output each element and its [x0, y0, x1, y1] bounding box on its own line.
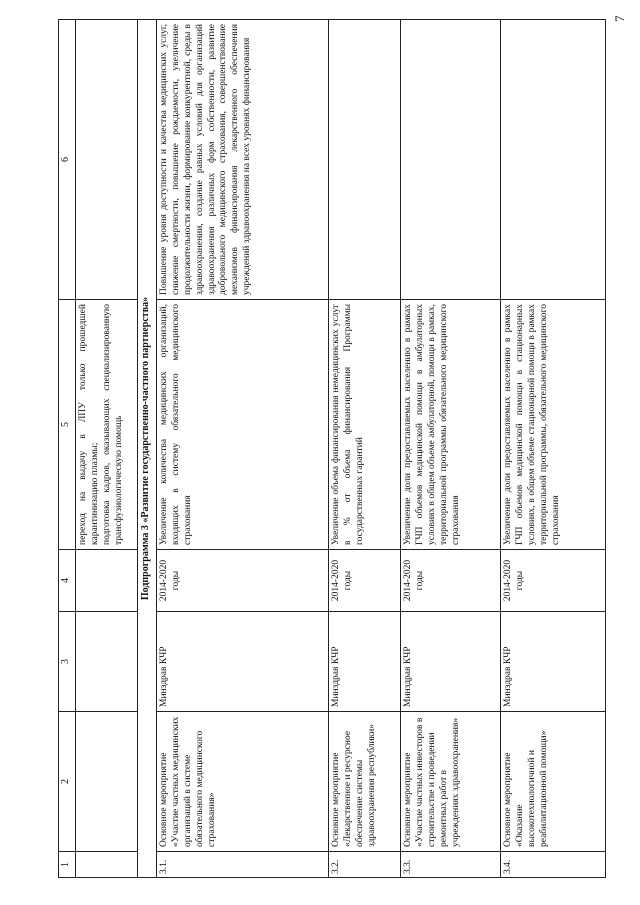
column-header-3: 3 [59, 612, 76, 712]
result-cell: Увеличение объема финансирования немедицинских услуг в % от объема финансирования Программы государственных гарантий [329, 300, 401, 550]
link-cell: Повышение уровня доступности и качества медицинских услуг, снижение смертности, повышение рождаемости, увеличение продолжительности жизни, формирование конкурентной, среды в здравоохранении, создание равных условий для организаций здравоохранения различных форм собственности, развитие добровольного медицинского страхования, совершенствование механизмов финансирования лекарственного обеспечения учреждений здравоохранения на всех уровнях финансирования [157, 20, 329, 300]
link-cell [401, 20, 501, 300]
column-header-2: 2 [59, 712, 76, 852]
subprogram-header-row [138, 20, 157, 878]
table-row [501, 20, 606, 878]
period-cell: 2014-2020 годы [157, 550, 329, 612]
subprogram-title: Подпрограмма 3 «Развитие государственно-частного партнерства» [138, 20, 157, 878]
period-cell: 2014-2020 годы [501, 550, 606, 612]
table-row [329, 20, 401, 878]
result-cell: Увеличение количества медицинских организаций, входящих в систему обязательного медицинского страхования [157, 300, 329, 550]
carryover-cell-1 [76, 852, 138, 878]
rotated-table-sheet [58, 20, 606, 878]
activity-cell: Основное мероприятие «Участие частных инвесторов в строительстве и проведении ремонтных работ в учреждениях здравоохранения» [401, 712, 501, 852]
period-cell: 2014-2020 годы [329, 550, 401, 612]
column-header-4: 4 [59, 550, 76, 612]
executor-cell: Минздрав КЧР [501, 612, 606, 712]
period-cell: 2014-2020 годы [401, 550, 501, 612]
activity-cell: Основное мероприятие «Лекарственное и ресурсное обеспечение системы здравоохранения республики» [329, 712, 401, 852]
column-number-row [59, 20, 76, 878]
result-cell: Увеличение доли предоставляемых населению в рамках ГЧП объемов медицинской помощи в стационарных условиях, в общем объеме стационарной помощи в рамках территориальной программы, обязательного медицинского страхования [501, 300, 606, 550]
carryover-result-cell [76, 300, 138, 550]
row-number: 3.4. [501, 852, 606, 878]
carryover-row [76, 20, 138, 878]
result-cell: Увеличение доли предоставляемых населению в рамках ГЧП объемов медицинской помощи в амбулаторных условиях в общем объеме амбулаторной, помощи в рамках, территориальной программы обязательного медицинского страхования [401, 300, 501, 550]
row-number: 3.2. [329, 852, 401, 878]
table-row [157, 20, 329, 878]
carryover-cell-4 [76, 550, 138, 612]
carryover-cell-2 [76, 712, 138, 852]
executor-cell: Минздрав КЧР [401, 612, 501, 712]
executor-cell: Минздрав КЧР [329, 612, 401, 712]
link-cell [329, 20, 401, 300]
executor-cell: Минздрав КЧР [157, 612, 329, 712]
column-header-6: 6 [59, 20, 76, 300]
row-number: 3.1. [157, 852, 329, 878]
program-measures-table [58, 19, 606, 878]
activity-cell: Основное мероприятие «Участие частных медицинских организаций в системе обязательного медицинского страхования» [157, 712, 329, 852]
column-header-1: 1 [59, 852, 76, 878]
column-header-5: 5 [59, 300, 76, 550]
carryover-cell-3 [76, 612, 138, 712]
carryover-line-2: подготовка кадров, оказывающих специализированную трансфузиологическую помощь [101, 304, 124, 545]
carryover-cell-6 [76, 20, 138, 300]
carryover-line-1: переход на выдачу в ЛПУ только прошедшей карантинизацию плазмы; [78, 304, 100, 545]
link-cell [501, 20, 606, 300]
activity-cell: Основное мероприятие «Оказание высокотехнологичной и реабилитационной помощи» [501, 712, 606, 852]
table-row [401, 20, 501, 878]
page-number: 7 [612, 15, 627, 22]
row-number: 3.3. [401, 852, 501, 878]
